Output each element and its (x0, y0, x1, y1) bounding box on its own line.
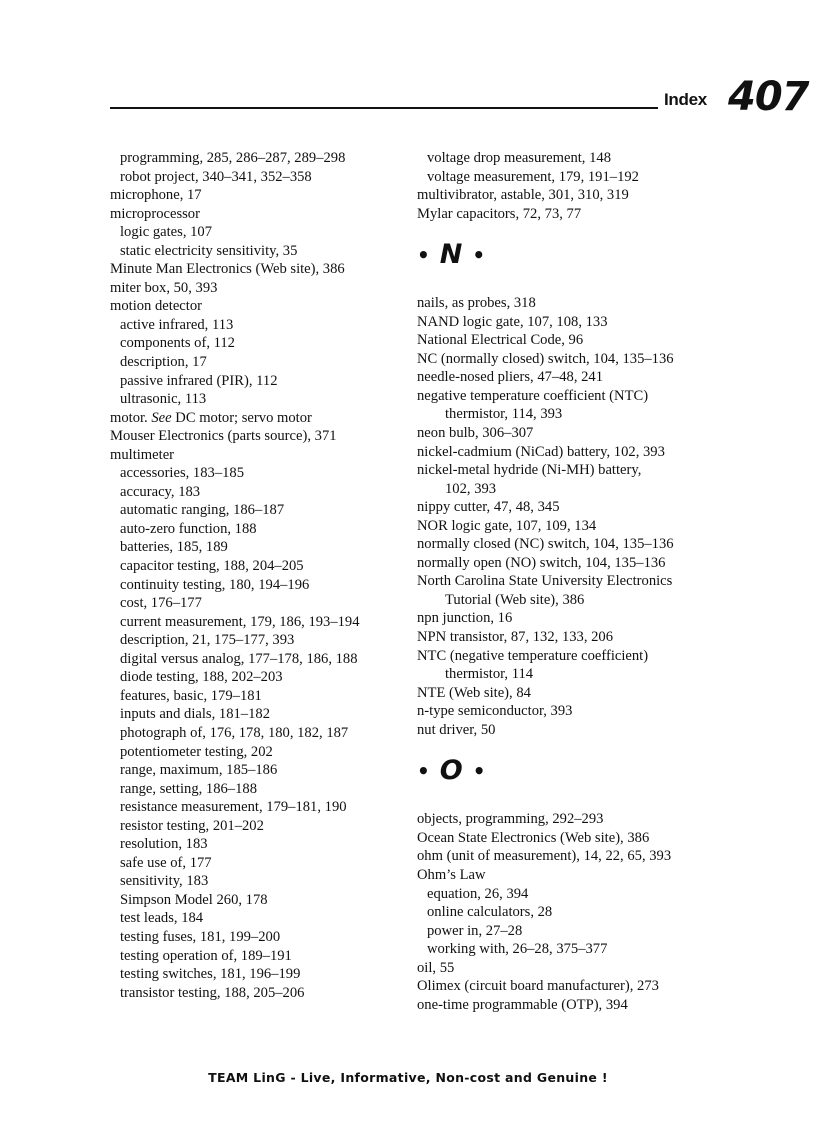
index-subentry (110, 594, 410, 613)
index-entry (110, 409, 410, 428)
entry-text: testing switches, 181, 196–199 (120, 966, 301, 983)
entry-text: Ocean State Electronics (Web site), 386 (417, 829, 650, 846)
entry-text: potentiometer testing, 202 (120, 743, 273, 760)
entry-text: features, basic, 179–181 (120, 687, 262, 704)
index-subentry (110, 149, 410, 168)
left-entries (110, 149, 410, 1002)
entry-text: programming, 285, 286–287, 289–298 (120, 150, 346, 166)
entry-text: range, setting, 186–188 (120, 780, 257, 797)
entry-text: description, 17 (120, 354, 207, 371)
index-subentry (417, 885, 737, 904)
header-rule (110, 107, 658, 109)
entry-text: multimeter (110, 446, 175, 463)
index-entry (417, 443, 737, 462)
entry-text: NPN transistor, 87, 132, 133, 206 (417, 629, 614, 646)
footer-tagline: TEAM LinG - Live, Informative, Non-cost and Genuine ! (208, 1070, 608, 1085)
index-subentry (110, 687, 410, 706)
index-entry (417, 866, 737, 885)
entry-text: Mylar capacitors, 72, 73, 77 (417, 205, 582, 222)
entry-text: oil, 55 (417, 959, 455, 976)
index-entry (417, 959, 737, 978)
entry-text: DC motor; servo motor (171, 409, 312, 426)
index-entry (417, 684, 737, 703)
entry-text: ohm (unit of measurement), 14, 22, 65, 393 (417, 848, 672, 865)
index-entry (417, 331, 737, 350)
cross-reference-label: See (151, 409, 172, 426)
index-subentry (417, 940, 737, 959)
index-subentry (110, 557, 410, 576)
index-entry (417, 535, 737, 554)
entry-text: robot project, 340–341, 352–358 (120, 168, 312, 185)
index-subentry (110, 520, 410, 539)
letter-heading-o (417, 751, 737, 791)
index-subentry (417, 903, 737, 922)
entry-text: NOR logic gate, 107, 109, 134 (417, 517, 597, 534)
entry-text: 102, 393 (445, 480, 497, 497)
entry-text: accuracy, 183 (120, 483, 201, 500)
index-subentry (110, 483, 410, 502)
index-subentry (110, 372, 410, 391)
index-entry (417, 702, 737, 721)
index-subentry (417, 922, 737, 941)
index-subentry (110, 576, 410, 595)
index-subentry (110, 984, 410, 1003)
index-entry-continuation (417, 591, 737, 610)
index-subentry (110, 909, 410, 928)
index-entry (417, 721, 737, 740)
index-entry (417, 628, 737, 647)
index-subentry (110, 817, 410, 836)
index-subentry (110, 316, 410, 335)
entry-text: testing fuses, 181, 199–200 (120, 928, 281, 945)
index-subentry (110, 798, 410, 817)
index-column-left (110, 149, 410, 1002)
entry-text: equation, 26, 394 (427, 885, 529, 902)
index-entry (110, 279, 410, 298)
entry-text: testing operation of, 189–191 (120, 947, 292, 964)
entry-text: North Carolina State University Electronics (417, 573, 673, 590)
entry-text: nails, as probes, 318 (417, 295, 536, 312)
index-subentry (110, 668, 410, 687)
index-entry (417, 294, 737, 313)
entry-text: negative temperature coefficient (NTC) (417, 387, 649, 404)
entry-text: sensitivity, 183 (120, 873, 209, 890)
index-subentry (110, 242, 410, 261)
index-entry (417, 647, 737, 666)
entry-text: safe use of, 177 (120, 854, 212, 871)
letter-o: O (439, 755, 463, 787)
entry-text: NAND logic gate, 107, 108, 133 (417, 313, 608, 330)
entry-text: online calculators, 28 (427, 904, 553, 921)
entry-text: auto-zero function, 188 (120, 520, 257, 537)
index-entry-continuation (417, 405, 737, 424)
index-entry (417, 350, 737, 369)
index-entry (110, 186, 410, 205)
index-subentry (417, 168, 737, 187)
index-subentry (110, 353, 410, 372)
entry-text: resistance measurement, 179–181, 190 (120, 799, 347, 816)
entry-text: Simpson Model 260, 178 (120, 891, 268, 908)
index-entry (417, 609, 737, 628)
index-subentry (110, 891, 410, 910)
running-head-section: Index (664, 90, 707, 109)
entry-text: accessories, 183–185 (120, 465, 245, 482)
index-entry (417, 368, 737, 387)
entry-text: capacitor testing, 188, 204–205 (120, 558, 304, 575)
index-subentry (110, 223, 410, 242)
index-entry (110, 205, 410, 224)
entry-text: continuity testing, 180, 194–196 (120, 576, 310, 593)
entry-text: voltage drop measurement, 148 (427, 150, 611, 166)
index-subentry (110, 464, 410, 483)
section-o-entries (417, 810, 737, 1014)
entry-text: thermistor, 114 (445, 666, 534, 683)
entry-text: npn junction, 16 (417, 610, 513, 627)
entry-text: photograph of, 176, 178, 180, 182, 187 (120, 724, 349, 741)
entry-text: power in, 27–28 (427, 922, 523, 939)
entry-text: nut driver, 50 (417, 721, 496, 738)
section-n-entries (417, 294, 737, 739)
entry-text: normally open (NO) switch, 104, 135–136 (417, 554, 666, 571)
index-entry-continuation (417, 665, 737, 684)
entry-text: Minute Man Electronics (Web site), 386 (110, 261, 345, 278)
letter-heading-n (417, 235, 737, 275)
entry-text: nickel-metal hydride (Ni-MH) battery, (417, 462, 642, 479)
index-entry (417, 517, 737, 536)
entry-text: components of, 112 (120, 335, 235, 352)
index-subentry (110, 928, 410, 947)
index-subentry (110, 780, 410, 799)
index-entry (417, 829, 737, 848)
entry-text: automatic ranging, 186–187 (120, 502, 285, 519)
index-subentry (110, 501, 410, 520)
entry-text: neon bulb, 306–307 (417, 425, 534, 442)
entry-text: NTC (negative temperature coefficient) (417, 647, 649, 664)
entry-text: normally closed (NC) switch, 104, 135–136 (417, 536, 674, 553)
index-entry (417, 498, 737, 517)
entry-text: motion detector (110, 298, 202, 315)
entry-text: nickel-cadmium (NiCad) battery, 102, 393 (417, 443, 665, 460)
entry-text: working with, 26–28, 375–377 (427, 941, 608, 958)
entry-text: Tutorial (Web site), 386 (445, 591, 585, 608)
index-subentry (110, 538, 410, 557)
entry-text: n-type semiconductor, 393 (417, 703, 573, 720)
bullet-icon: • (417, 759, 430, 784)
entry-text: needle-nosed pliers, 47–48, 241 (417, 369, 604, 386)
index-subentry (110, 390, 410, 409)
entry-text: microphone, 17 (110, 187, 202, 204)
entry-text: digital versus analog, 177–178, 186, 188 (120, 650, 358, 667)
entry-text: Mouser Electronics (parts source), 371 (110, 428, 337, 445)
entry-text: transistor testing, 188, 205–206 (120, 984, 305, 1001)
index-subentry (110, 650, 410, 669)
index-entry (417, 572, 737, 591)
entry-text: passive infrared (PIR), 112 (120, 372, 278, 389)
index-subentry (110, 947, 410, 966)
index-column-right (417, 149, 737, 1014)
page-number: 407 (728, 74, 809, 120)
index-subentry (110, 724, 410, 743)
entry-text: ultrasonic, 113 (120, 391, 207, 408)
right-top-entries (417, 149, 737, 223)
entry-text: nippy cutter, 47, 48, 345 (417, 499, 560, 516)
index-subentry (110, 854, 410, 873)
index-subentry (110, 872, 410, 891)
index-entry (417, 313, 737, 332)
index-subentry (110, 761, 410, 780)
entry-text: current measurement, 179, 186, 193–194 (120, 613, 360, 630)
index-subentry (110, 965, 410, 984)
index-subentry (417, 149, 737, 168)
entry-text: multivibrator, astable, 301, 310, 319 (417, 187, 629, 204)
index-entry (110, 297, 410, 316)
entry-text: Ohm’s Law (417, 866, 486, 883)
index-entry (417, 424, 737, 443)
entry-text: active infrared, 113 (120, 316, 234, 333)
index-entry (417, 810, 737, 829)
entry-text: static electricity sensitivity, 35 (120, 242, 298, 259)
index-entry (417, 387, 737, 406)
entry-text: NC (normally closed) switch, 104, 135–136 (417, 350, 674, 367)
index-subentry (110, 743, 410, 762)
entry-text: description, 21, 175–177, 393 (120, 632, 295, 649)
entry-text: voltage measurement, 179, 191–192 (427, 168, 639, 185)
index-subentry (110, 631, 410, 650)
index-subentry (110, 168, 410, 187)
index-entry-continuation (417, 480, 737, 499)
entry-text: miter box, 50, 393 (110, 279, 218, 296)
letter-n: N (439, 238, 463, 270)
entry-text: inputs and dials, 181–182 (120, 706, 270, 723)
index-subentry (110, 705, 410, 724)
entry-text: cost, 176–177 (120, 595, 202, 612)
index-entry (417, 461, 737, 480)
index-entry (417, 186, 737, 205)
entry-text: diode testing, 188, 202–203 (120, 669, 283, 686)
entry-text: one-time programmable (OTP), 394 (417, 996, 628, 1013)
index-entry (110, 260, 410, 279)
entry-text: microprocessor (110, 205, 200, 222)
entry-text: test leads, 184 (120, 910, 204, 927)
entry-text: batteries, 185, 189 (120, 539, 228, 556)
index-subentry (110, 835, 410, 854)
index-entry (417, 554, 737, 573)
bullet-icon: • (472, 759, 486, 784)
index-entry (417, 977, 737, 996)
entry-text: Olimex (circuit board manufacturer), 273 (417, 978, 659, 995)
bullet-icon: • (472, 242, 486, 267)
index-entry (417, 205, 737, 224)
entry-text: logic gates, 107 (120, 224, 213, 241)
entry-text: motor. (110, 409, 152, 426)
index-subentry (110, 613, 410, 632)
entry-text: objects, programming, 292–293 (417, 811, 604, 828)
entry-text: NTE (Web site), 84 (417, 684, 531, 701)
entry-text: thermistor, 114, 393 (445, 406, 563, 423)
entry-text: range, maximum, 185–186 (120, 762, 278, 779)
index-entry (110, 427, 410, 446)
entry-text: resolution, 183 (120, 836, 208, 853)
index-subentry (110, 334, 410, 353)
entry-text: National Electrical Code, 96 (417, 332, 584, 349)
index-entry (417, 847, 737, 866)
bullet-icon: • (417, 242, 430, 267)
entry-text: resistor testing, 201–202 (120, 817, 264, 834)
index-entry (110, 446, 410, 465)
index-entry (417, 996, 737, 1015)
